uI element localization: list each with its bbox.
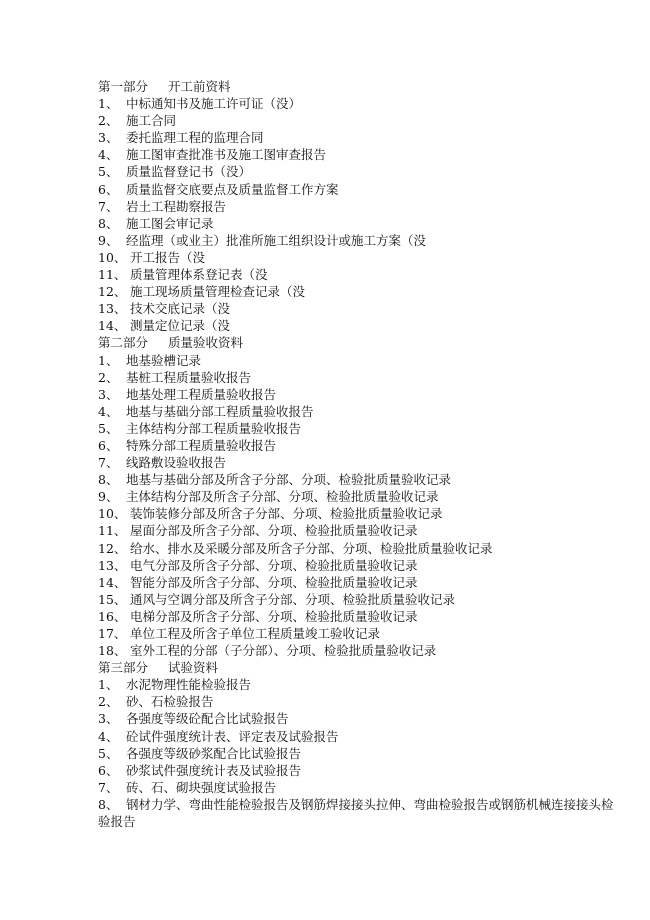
item-number: 10、 [98,249,127,265]
list-item [98,676,618,693]
item-number: 4、 [98,728,119,744]
list-item [98,317,618,334]
section-heading [98,78,618,95]
item-number: 1、 [98,677,119,693]
item-text: 各强度等级砂浆配合比试验报告 [126,745,302,761]
list-item [98,112,618,129]
list-item [98,762,618,779]
item-number: 16、 [98,608,127,624]
list-item [98,710,618,727]
item-number: 10、 [98,506,127,522]
item-number: 6、 [98,762,119,778]
list-item [98,642,618,659]
document-page [98,78,618,830]
list-item [98,557,618,574]
item-number: 11、 [98,523,127,539]
item-number: 18、 [98,643,127,659]
list-item [98,574,618,591]
item-number: 4、 [98,403,119,419]
section-part-label: 第一部分 [98,79,149,94]
item-text: 测量定位记录（没 [130,318,231,334]
item-text: 技术交底记录（没 [130,301,231,317]
item-number: 7、 [98,779,119,795]
item-text: 开工报告（没 [130,249,206,265]
list-item [98,540,618,557]
list-item [98,386,618,403]
item-text: 水泥物理性能检验报告 [126,677,252,693]
section-heading [98,659,618,676]
list-item [98,181,618,198]
item-text: 基桩工程质量验收报告 [126,369,252,385]
item-text: 屋面分部及所含子分部、分项、检验批质量验收记录 [130,523,418,539]
item-text: 砂、石检验报告 [126,694,214,710]
item-number: 7、 [98,198,119,214]
item-text: 施工图审查批准书及施工图审查报告 [126,147,327,163]
item-number: 14、 [98,318,127,334]
item-number: 9、 [98,489,119,505]
list-item [98,300,618,317]
list-item [98,283,618,300]
item-text: 质量监督交底要点及质量监督工作方案 [126,181,339,197]
item-text: 质量管理体系登记表（没 [130,267,268,283]
item-text: 地基验槽记录 [126,352,202,368]
item-number: 8、 [98,796,119,812]
item-text: 室外工程的分部（子分部）、分项、检验批质量验收记录 [130,643,437,659]
item-text: 主体结构分部工程质量验收报告 [126,420,302,436]
item-number: 3、 [98,386,119,402]
item-text: 施工图会审记录 [126,215,214,231]
item-text: 地基与基础分部工程质量验收报告 [126,403,314,419]
list-item [98,146,618,163]
section-title: 开工前资料 [168,79,231,94]
item-text: 通风与空调分部及所含子分部、分项、检验批质量验收记录 [130,591,456,607]
item-number: 1、 [98,352,119,368]
list-item [98,437,618,454]
list-item [98,420,618,437]
item-text: 线路敷设验收报告 [126,455,227,471]
list-item [98,591,618,608]
item-number: 5、 [98,420,119,436]
section-part-label: 第三部分 [98,660,149,676]
item-number: 12、 [98,284,127,300]
item-text: 单位工程及所含子单位工程质量竣工验收记录 [130,626,381,641]
item-text: 钢材力学、弯曲性能检验报告及钢筋焊接接头拉伸、弯曲检验报告或钢筋机械连接接头检验报告 [98,796,614,830]
item-number: 11、 [98,267,127,283]
item-number: 17、 [98,626,127,641]
item-number: 5、 [98,745,119,761]
item-text: 委托监理工程的监理合同 [126,130,264,146]
list-item [98,522,618,539]
item-text: 砼试件强度统计表、评定表及试验报告 [126,728,339,744]
item-number: 2、 [98,694,119,710]
item-text: 施工合同 [126,113,177,129]
item-number: 3、 [98,130,119,146]
item-number: 6、 [98,437,119,453]
item-text: 装饰装修分部及所含子分部、分项、检验批质量验收记录 [130,506,443,522]
item-number: 1、 [98,96,119,112]
list-item [98,728,618,745]
item-text: 电梯分部及所含子分部、分项、检验批质量验收记录 [130,608,418,624]
item-number: 4、 [98,147,119,163]
item-number: 13、 [98,557,127,573]
list-item [98,454,618,471]
item-number: 7、 [98,455,119,471]
item-number: 8、 [98,472,119,488]
item-text: 各强度等级砼配合比试验报告 [126,711,289,727]
list-item [98,95,618,112]
list-item [98,249,618,266]
item-text: 地基与基础分部及所含子分部、分项、检验批质量验收记录 [126,472,452,488]
list-item [98,369,618,386]
list-item [98,266,618,283]
list-item [98,403,618,420]
section-title: 质量验收资料 [168,335,244,351]
item-text: 地基处理工程质量验收报告 [126,386,277,402]
list-item [98,796,618,830]
list-item [98,488,618,505]
list-item [98,163,618,180]
item-text: 经监理（或业主）批准所施工组织设计或施工方案（没 [126,232,427,248]
section-title: 试验资料 [168,660,219,676]
item-text: 砂浆试件强度统计表及试验报告 [126,762,302,778]
item-number: 5、 [98,164,119,180]
list-item [98,625,618,642]
item-number: 13、 [98,301,127,317]
item-text: 中标通知书及施工许可证（没） [126,96,302,112]
item-text: 岩土工程勘察报告 [126,198,227,214]
item-text: 特殊分部工程质量验收报告 [126,437,277,453]
item-number: 3、 [98,711,119,727]
item-number: 2、 [98,369,119,385]
list-item [98,232,618,249]
list-item [98,779,618,796]
item-number: 9、 [98,232,119,248]
list-item [98,745,618,762]
list-item [98,693,618,710]
item-text: 电气分部及所含子分部、分项、检验批质量验收记录 [130,557,418,573]
item-number: 6、 [98,181,119,197]
item-number: 14、 [98,574,127,590]
item-text: 给水、排水及采暖分部及所含子分部、分项、检验批质量验收记录 [130,540,493,556]
list-item [98,129,618,146]
item-number: 12、 [98,540,127,556]
item-text: 智能分部及所含子分部、分项、检验批质量验收记录 [130,574,418,590]
item-text: 质量监督登记书（没） [126,164,252,180]
item-text: 砖、石、砌块强度试验报告 [126,779,277,795]
section-heading [98,334,618,351]
section-part-label: 第二部分 [98,335,149,351]
list-item [98,198,618,215]
item-text: 主体结构分部及所含子分部、分项、检验批质量验收记录 [126,489,439,505]
list-item [98,471,618,488]
item-number: 8、 [98,215,119,231]
list-item [98,608,618,625]
list-item [98,352,618,369]
item-number: 2、 [98,113,119,129]
item-text: 施工现场质量管理检查记录（没 [130,284,306,300]
item-number: 15、 [98,591,127,607]
list-item [98,505,618,522]
list-item [98,215,618,232]
